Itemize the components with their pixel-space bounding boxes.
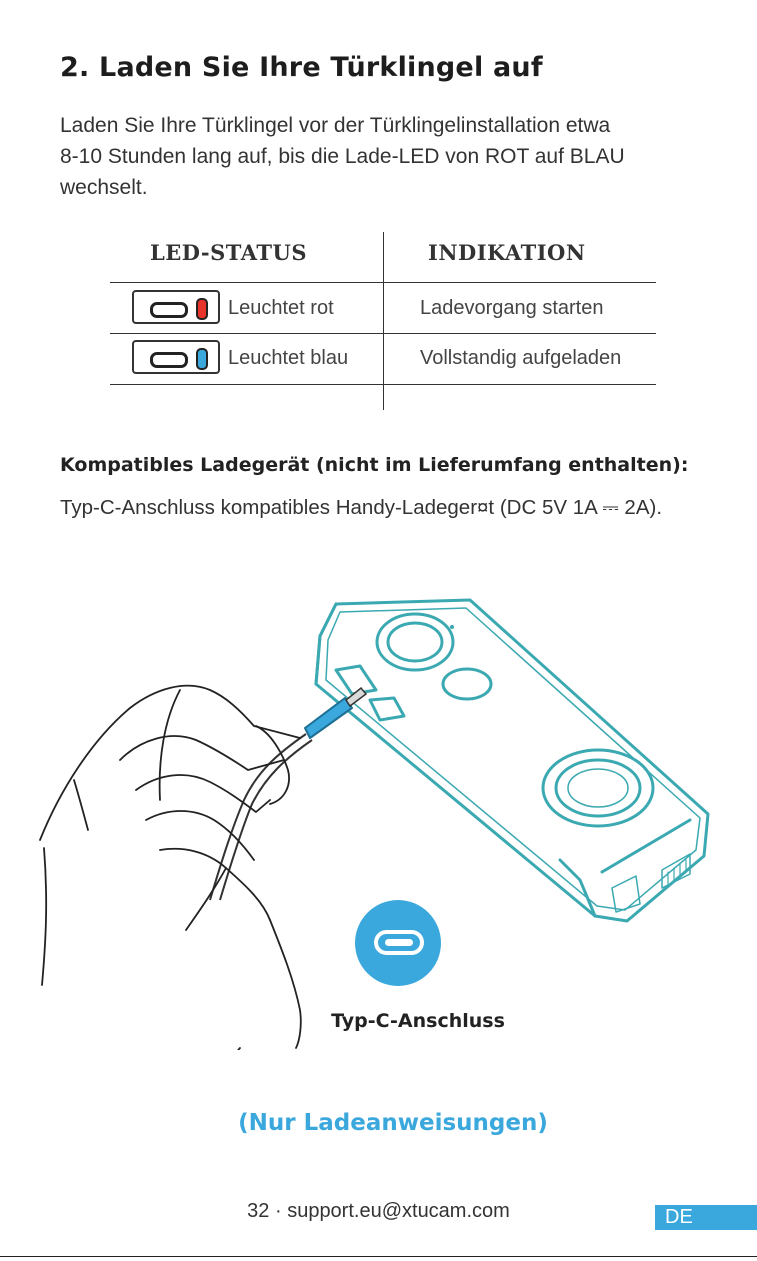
charging-led-red-icon: [132, 290, 220, 324]
intro-line: 8-10 Stunden lang auf, bis die Lade-LED von ROT auf BLAU: [60, 145, 625, 168]
compatible-charger-title: Kompatibles Ladegerät (nicht im Lieferumfang enthalten):: [60, 454, 689, 476]
table-divider: [110, 333, 656, 334]
charging-led-blue-icon: [132, 340, 220, 374]
charging-note: (Nur Ladeanweisungen): [238, 1110, 548, 1136]
led-status-cell: Leuchtet blau: [228, 347, 349, 369]
usb-c-port-icon: [150, 352, 188, 368]
indication-cell: Vollstandig aufgeladen: [420, 347, 622, 369]
usb-c-port-icon: [150, 302, 188, 318]
section-heading: 2. Laden Sie Ihre Türklingel auf: [60, 52, 543, 83]
intro-line: wechselt.: [60, 176, 148, 199]
compatible-charger-text: Typ-C-Anschluss kompatibles Handy-Ladeger¤t (DC 5V 1A ⎓ 2A).: [60, 496, 663, 519]
indication-cell: Ladevorgang starten: [420, 297, 604, 319]
page-footer: 32 · support.eu@xtucam.com: [247, 1200, 510, 1222]
usb-c-port-badge-icon: [355, 900, 441, 986]
table-divider: [110, 282, 656, 283]
led-status-table: [110, 232, 656, 410]
bottom-divider: [0, 1256, 757, 1257]
blue-led-icon: [196, 348, 208, 370]
table-divider: [110, 384, 656, 385]
language-badge: DE: [655, 1205, 757, 1230]
header-indication: INDIKATION: [428, 240, 586, 265]
intro-paragraph: [60, 110, 700, 203]
led-status-cell: Leuchtet rot: [228, 297, 334, 319]
header-led-status: LED-STATUS: [150, 240, 307, 265]
hand-illustration: [40, 686, 301, 1050]
charging-illustration: [0, 580, 757, 1050]
red-led-icon: [196, 298, 208, 320]
doorbell-device-illustration: [316, 600, 708, 921]
usb-c-cable-icon: [210, 688, 366, 900]
intro-line: Laden Sie Ihre Türklingel vor der Türklingelinstallation etwa: [60, 114, 611, 137]
port-label: Typ-C-Anschluss: [331, 1010, 505, 1032]
